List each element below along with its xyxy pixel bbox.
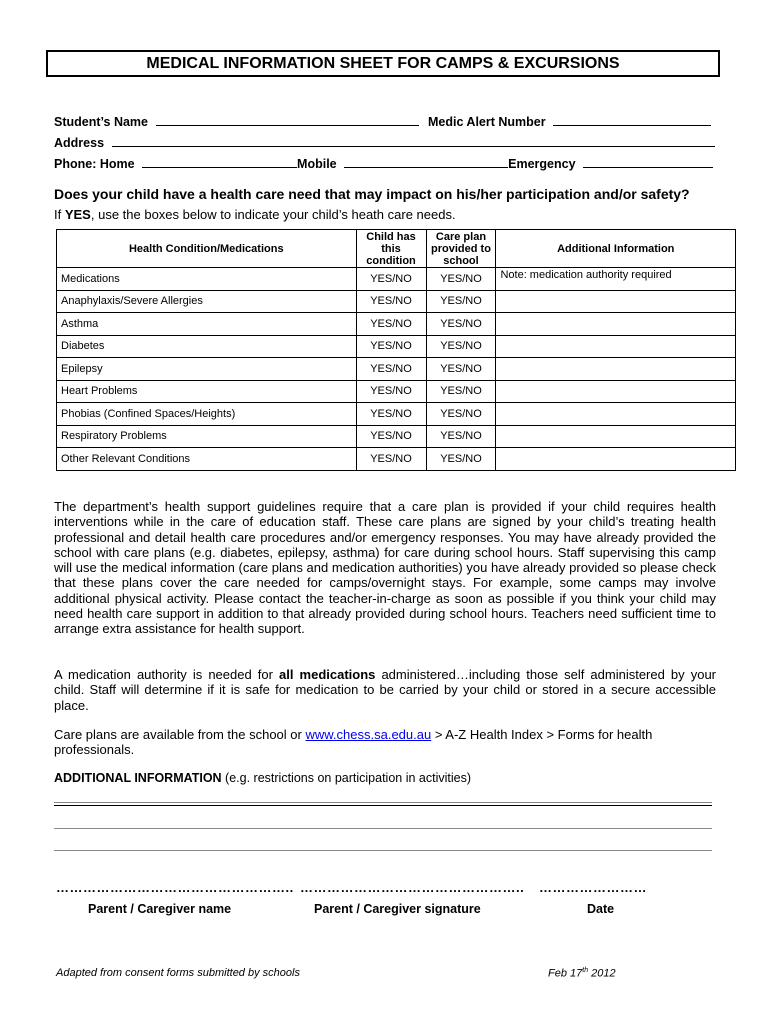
- footer-date-sup: th: [582, 967, 589, 974]
- has-condition-cell[interactable]: YES/NO: [356, 268, 426, 291]
- header-has-condition: Child has this condition: [356, 230, 426, 268]
- table-row: [57, 290, 736, 313]
- table-row: [57, 425, 736, 448]
- care-plan-cell[interactable]: YES/NO: [426, 313, 496, 336]
- footer-date-post: 2012: [588, 967, 616, 980]
- has-condition-cell[interactable]: YES/NO: [356, 403, 426, 426]
- medication-text-post: administered…including those self administered by your child. Staff will determine if it is safe for medication to be carried by your child or stored in a secure accessible place.: [54, 667, 716, 713]
- table-row: [57, 448, 736, 471]
- additional-info-cell[interactable]: [496, 380, 736, 403]
- has-condition-cell[interactable]: YES/NO: [356, 313, 426, 336]
- has-condition-cell[interactable]: YES/NO: [356, 358, 426, 381]
- has-condition-cell[interactable]: YES/NO: [356, 448, 426, 471]
- guidelines-paragraph: The department’s health support guidelines require that a care plan is provided if your child requires health interventions while in the care of education staff. These care plans are signed by your child’s treating health professional and detail health care procedures and/or emergency responses. You may have already provided the school with care plans (e.g. diabetes, epilepsy, asthma) for care during school hours. Staff supervising this camp will use the medical information (care plans and medication authorities) you have already provided so please check that these plans cover the care needed for camps/overnight stays. For example, some camps may involve additional physical activity. Please contact the teacher-in-charge as soon as possible if you think your child may need health care support in addition to that already provided during school hours. Teachers need sufficient time to arrange extra assistance for health support.: [54, 499, 716, 637]
- condition-cell: Phobias (Confined Spaces/Heights): [57, 403, 357, 426]
- care-plan-cell[interactable]: YES/NO: [426, 268, 496, 291]
- phone-home-field[interactable]: [142, 156, 297, 168]
- condition-cell: Medications: [57, 268, 357, 291]
- health-question: Does your child have a health care need that may impact on his/her participation and/or safety?: [54, 186, 690, 202]
- care-plan-cell[interactable]: YES/NO: [426, 290, 496, 313]
- medic-alert-field[interactable]: [553, 114, 711, 126]
- emergency-label: Emergency: [508, 157, 576, 171]
- additional-info-heading: [54, 771, 471, 785]
- care-plan-cell[interactable]: YES/NO: [426, 403, 496, 426]
- instruction-yes: YES: [64, 207, 91, 222]
- address-field[interactable]: [112, 135, 715, 147]
- footer-date: [548, 967, 616, 980]
- additional-info-cell[interactable]: [496, 335, 736, 358]
- careplans-text-pre: Care plans are available from the school or: [54, 727, 306, 742]
- additional-info-line-1[interactable]: [54, 802, 712, 803]
- table-row: [57, 268, 736, 291]
- medication-text-bold: all medications: [279, 667, 376, 682]
- page-title-text: MEDICAL INFORMATION SHEET FOR CAMPS & EXCURSIONS: [146, 54, 620, 72]
- additional-info-cell[interactable]: [496, 290, 736, 313]
- additional-info-line-1b: [54, 805, 712, 806]
- parent-name-label: Parent / Caregiver name: [88, 902, 232, 916]
- table-row: [57, 403, 736, 426]
- condition-cell: Asthma: [57, 313, 357, 336]
- mobile-field[interactable]: [344, 156, 508, 168]
- phone-home-label: Phone: Home: [54, 157, 135, 171]
- has-condition-cell[interactable]: YES/NO: [356, 290, 426, 313]
- has-condition-cell[interactable]: YES/NO: [356, 380, 426, 403]
- has-condition-cell[interactable]: YES/NO: [356, 425, 426, 448]
- condition-cell: Epilepsy: [57, 358, 357, 381]
- table-row: [57, 380, 736, 403]
- has-condition-cell[interactable]: YES/NO: [356, 335, 426, 358]
- additional-info-cell[interactable]: [496, 448, 736, 471]
- table-row: [57, 358, 736, 381]
- condition-cell: Diabetes: [57, 335, 357, 358]
- address-row: [54, 135, 715, 150]
- table-row: [57, 335, 736, 358]
- instruction-rest: , use the boxes below to indicate your child’s heath care needs.: [90, 207, 456, 222]
- page-title: [46, 50, 720, 77]
- phone-row: [54, 156, 713, 171]
- additional-info-cell[interactable]: [496, 358, 736, 381]
- medic-alert-label: Medic Alert Number: [427, 115, 546, 129]
- header-care-plan: Care plan provided to school: [426, 230, 496, 268]
- chess-link[interactable]: www.chess.sa.edu.au: [305, 727, 432, 742]
- date-label: Date: [587, 902, 615, 916]
- instruction: [54, 207, 456, 222]
- care-plan-cell[interactable]: YES/NO: [426, 448, 496, 471]
- condition-cell: Other Relevant Conditions: [57, 448, 357, 471]
- parent-signature-field[interactable]: …………………………………………..: [300, 880, 525, 895]
- student-name-row: [54, 114, 711, 129]
- care-plan-cell[interactable]: YES/NO: [426, 380, 496, 403]
- mobile-label: Mobile: [297, 157, 337, 171]
- health-conditions-table: [56, 229, 736, 471]
- emergency-field[interactable]: [583, 156, 713, 168]
- parent-name-field[interactable]: ……………………………………………..: [56, 880, 294, 895]
- medication-text-pre: A medication authority is needed for: [54, 667, 280, 682]
- footer-date-pre: Feb 17: [548, 967, 583, 980]
- additional-info-label: ADDITIONAL INFORMATION: [54, 771, 222, 785]
- additional-info-cell[interactable]: [496, 425, 736, 448]
- careplans-paragraph: [54, 727, 716, 758]
- condition-cell: Heart Problems: [57, 380, 357, 403]
- care-plan-cell[interactable]: YES/NO: [426, 335, 496, 358]
- table-row: [57, 313, 736, 336]
- additional-info-cell[interactable]: [496, 403, 736, 426]
- additional-info-line-3[interactable]: [54, 850, 712, 851]
- student-name-field[interactable]: [156, 114, 419, 126]
- header-additional-info: Additional Information: [496, 230, 736, 268]
- additional-info-cell[interactable]: Note: medication authority required: [496, 268, 736, 291]
- student-name-label: Student’s Name: [54, 115, 149, 129]
- instruction-prefix: If: [54, 207, 65, 222]
- header-condition: Health Condition/Medications: [57, 230, 357, 268]
- condition-cell: Respiratory Problems: [57, 425, 357, 448]
- additional-info-cell[interactable]: [496, 313, 736, 336]
- address-label: Address: [54, 136, 105, 150]
- table-header-row: [57, 230, 736, 268]
- date-field[interactable]: ……………………: [539, 880, 647, 895]
- care-plan-cell[interactable]: YES/NO: [426, 358, 496, 381]
- condition-cell: Anaphylaxis/Severe Allergies: [57, 290, 357, 313]
- additional-info-hint: (e.g. restrictions on participation in activities): [221, 771, 471, 785]
- footer-source: Adapted from consent forms submitted by schools: [56, 967, 300, 979]
- care-plan-cell[interactable]: YES/NO: [426, 425, 496, 448]
- careplans-text-post: > A-Z Health Index > Forms for health professionals.: [54, 727, 653, 758]
- medication-paragraph: [54, 667, 716, 713]
- additional-info-line-2[interactable]: [54, 828, 712, 829]
- parent-signature-label: Parent / Caregiver signature: [314, 902, 481, 916]
